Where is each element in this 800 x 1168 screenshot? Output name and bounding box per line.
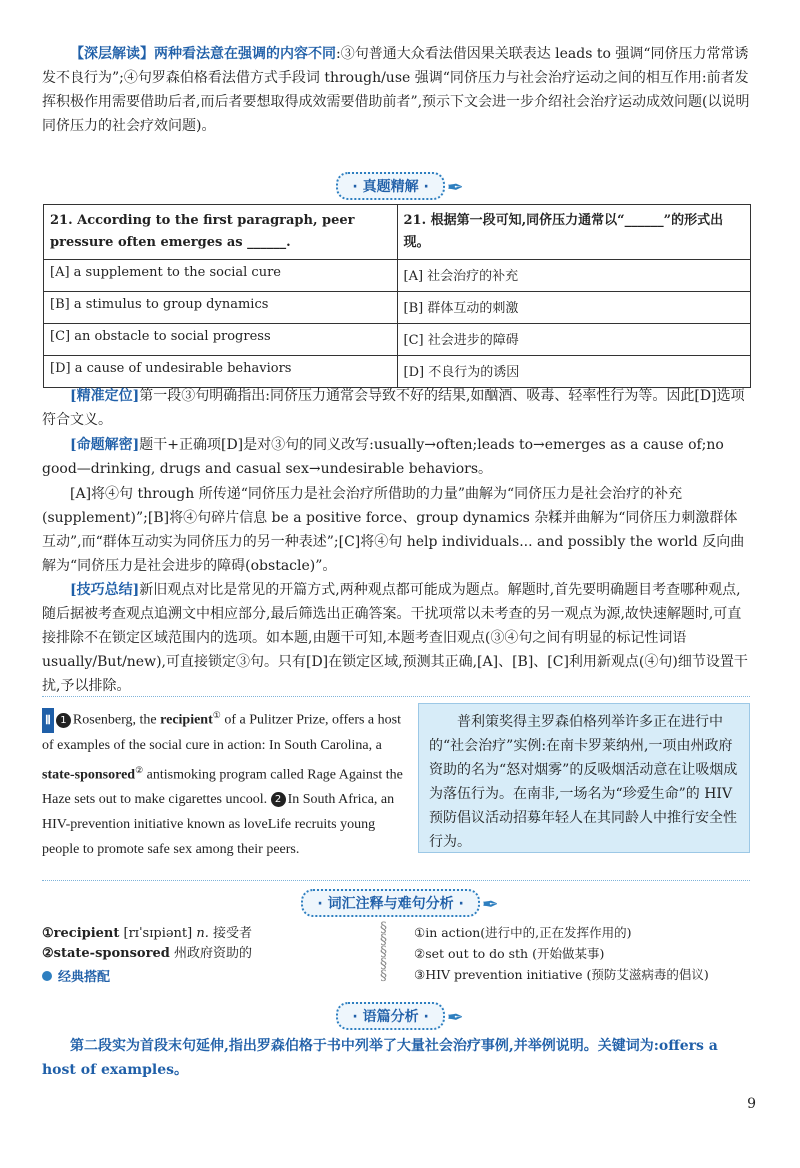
passage-paragraph-2 bbox=[42, 703, 408, 862]
discourse-analysis: 第二段实为首段末句延伸,指出罗森伯格于书中列举了大量社会治疗事例,并举例说明。关键词为:offers a host of examples。 bbox=[42, 1038, 718, 1078]
option-zh: [C] 社会进步的障碍 bbox=[397, 324, 751, 356]
option-row bbox=[44, 324, 751, 356]
question-design-body: 题干+正确项[D]是对③句的同义改写:usually→often;leads to→emerges as a cause of;no good—drinking, drugs and casual sex→undesirable behaviors。 bbox=[42, 437, 724, 477]
vocab-word: ②state-sponsored bbox=[42, 946, 170, 961]
vocab-item bbox=[42, 924, 362, 944]
quill-icon: ✒ bbox=[481, 891, 499, 916]
option-en: [C] an obstacle to social progress bbox=[44, 324, 398, 356]
question-design-options: [A]将④句 through 所传递“同侪压力是社会治疗所借助的力量”曲解为“同侪压力是社会治疗的补充(supplement)”;[B]将④句碎片信息 be a positive force、group dynamics 杂糅并曲解为“同侪压力刺激群体互动”,而“群体互动实为同侪压力的另一种表述”;[C]将④句 help individuals... and possibly the world 反向曲解为“同侪压力是社会进步的障碍(obstacle)”。 bbox=[42, 486, 745, 574]
section-header-discourse bbox=[0, 1002, 800, 1030]
sentence-text: antismoking program called Rage Against the Haze sets out to make cigarettes uncool. bbox=[42, 767, 403, 808]
vocab-notes bbox=[42, 924, 362, 988]
deep-analysis-highlight: 两种看法意在强调的内容不同 bbox=[154, 46, 336, 62]
deep-analysis-tag: 【深层解读】 bbox=[70, 46, 154, 62]
quill-icon: ✒ bbox=[446, 174, 464, 199]
vocab-pos: n. bbox=[196, 926, 209, 941]
vocab-item bbox=[42, 944, 362, 964]
deep-analysis-body: :③句普通大众看法借因果关联表达 leads to 强调“同侪压力常常诱发不良行为”;④句罗森伯格看法借方式手段词 through/use 强调“同侪压力与社会治疗运动之间的相互作用:前者发挥积极作用需要借助后者,而后者要想取得成效需要借助前者”,预示下文会进一步介绍社会治疗运动成效问题(以说明同侪压力的社会疗效问题)。 bbox=[42, 46, 750, 134]
sentence-number: 2 bbox=[271, 792, 286, 807]
question-table bbox=[43, 204, 751, 388]
sentence-text: Rosenberg, the bbox=[72, 712, 161, 728]
section-header-real-question bbox=[0, 172, 800, 200]
option-zh: [A] 社会治疗的补充 bbox=[397, 260, 751, 292]
option-en: [D] a cause of undesirable behaviors bbox=[44, 356, 398, 388]
skill-summary bbox=[42, 578, 750, 698]
option-row bbox=[44, 260, 751, 292]
section-title: · 语篇分析 · bbox=[336, 1002, 444, 1030]
vocab-definition: 接受者 bbox=[208, 926, 252, 941]
option-row bbox=[44, 292, 751, 324]
precise-location-body: 第一段③句明确指出:同侪压力通常会导致不好的结果,如酗酒、吸毒、轻率性行为等。因此[D]选项符合文义。 bbox=[42, 388, 745, 428]
divider bbox=[42, 696, 750, 697]
question-design-tag: [命题解密] bbox=[70, 437, 140, 453]
skill-summary-tag: [技巧总结] bbox=[70, 582, 140, 598]
bullet-icon bbox=[42, 971, 52, 981]
quill-icon: ✒ bbox=[446, 1004, 464, 1029]
question-stem-row bbox=[44, 205, 751, 260]
classic-collocation-heading bbox=[42, 968, 362, 988]
skill-summary-body: 新旧观点对比是常见的开篇方式,两种观点都可能成为题点。解题时,首先要明确题目考查哪种观点,随后据被考查观点追溯文中相应部分,最后筛选出正确答案。干扰项常以未考查的另一观点为源,故快速解题时,可直接排除不在锁定区域范围内的选项。如本题,由题干可知,本题考查旧观点(③④句之间有明显的标记性词语 usually/But/new),可直接锁定③句。只有[D]在锁定区域,预测其正确,[A]、[B]、[C]利用新观点(④句)细节设置干扰,予以排除。 bbox=[42, 582, 748, 694]
vocab-phonetic: [rɪˈsɪpiənt] bbox=[119, 926, 197, 941]
collocation-list bbox=[414, 922, 750, 985]
option-en: [A] a supplement to the social cure bbox=[44, 260, 398, 292]
collocation-item: ②set out to do sth (开始做某事) bbox=[414, 946, 605, 961]
sentence-number: 1 bbox=[56, 713, 71, 728]
deep-analysis bbox=[42, 42, 750, 138]
paragraph-number: Ⅱ bbox=[42, 708, 54, 733]
option-row bbox=[44, 356, 751, 388]
spiral-divider: § § § § § bbox=[380, 920, 387, 984]
vocab-highlight: state-sponsored bbox=[42, 767, 136, 783]
vocab-definition: 州政府资助的 bbox=[169, 946, 252, 961]
collocation-item: ①in action(进行中的,正在发挥作用的) bbox=[414, 925, 632, 940]
divider bbox=[42, 880, 750, 881]
sentence-text: of a Pulitzer Prize, offers a host of examples of the social cure in action: In South Carolina, a bbox=[42, 712, 401, 753]
page-number: 9 bbox=[747, 1096, 756, 1112]
vocab-word: ①recipient bbox=[42, 926, 120, 941]
section-header-vocab bbox=[0, 889, 800, 917]
vocab-highlight: recipient bbox=[160, 712, 213, 728]
collocation-item: ③HIV prevention initiative (预防艾滋病毒的倡议) bbox=[414, 967, 709, 982]
question-stem-zh: 21. 根据第一段可知,同侪压力通常以“______”的形式出现。 bbox=[397, 205, 751, 260]
translation-box: 普利策奖得主罗森伯格列举许多正在进行中的“社会治疗”实例:在南卡罗莱纳州,一项由州政府资助的名为“怒对烟雾”的反吸烟活动意在让吸烟成为落伍行为。在南非,一场名为“珍爱生命”的 HIV 预防倡议活动招募年轻人在其同龄人中推行安全性行为。 bbox=[418, 703, 750, 853]
footnote-marker: ② bbox=[135, 764, 144, 775]
precise-location bbox=[42, 384, 750, 432]
section-title: · 真题精解 · bbox=[336, 172, 444, 200]
question-design bbox=[42, 433, 750, 481]
footnote-marker: ① bbox=[212, 710, 221, 720]
sentence-text: In South Africa, an HIV-prevention initiative known as loveLife recruits young people to promote safe sex among their peers. bbox=[42, 792, 395, 858]
option-zh: [D] 不良行为的诱因 bbox=[397, 356, 751, 388]
option-en: [B] a stimulus to group dynamics bbox=[44, 292, 398, 324]
classic-collocation-tag: 经典搭配 bbox=[58, 970, 111, 985]
precise-location-tag: [精准定位] bbox=[70, 388, 140, 404]
option-zh: [B] 群体互动的刺激 bbox=[397, 292, 751, 324]
question-stem-en: 21. According to the first paragraph, peer pressure often emerges as ______. bbox=[44, 205, 398, 260]
section-title: · 词汇注释与难句分析 · bbox=[301, 889, 479, 917]
